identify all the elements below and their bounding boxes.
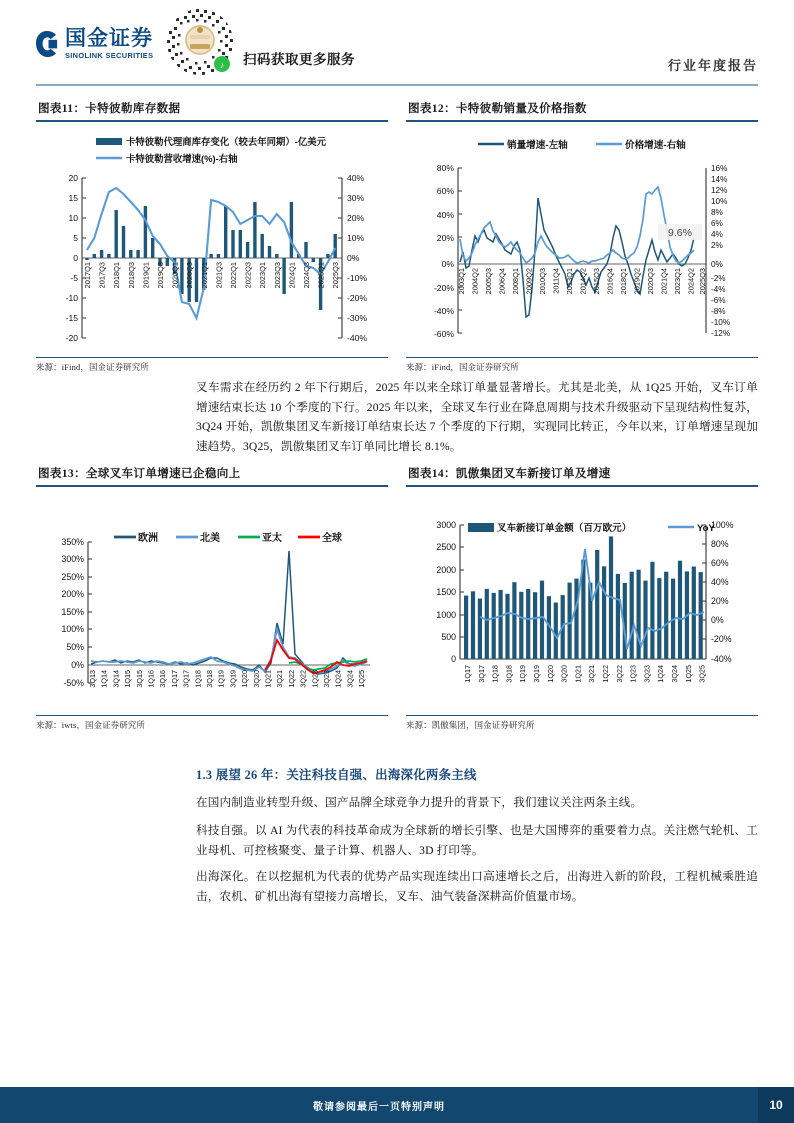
exhibit-13 [36, 465, 388, 731]
svg-text:2023Q3: 2023Q3 [272, 261, 282, 288]
svg-text:-20%: -20% [433, 282, 454, 293]
chart-13-legend-label-global: 全球 [322, 532, 342, 544]
svg-text:1Q16: 1Q16 [146, 669, 156, 688]
chart-12-svg [406, 122, 758, 357]
page-header [0, 0, 794, 88]
chart-12-x-labels [457, 268, 707, 294]
svg-text:3Q23: 3Q23 [642, 664, 652, 683]
exhibit-14-source: 来源：凯傲集团，国金证券研究所 [406, 720, 535, 730]
svg-text:60%: 60% [436, 185, 454, 196]
svg-text:3Q19: 3Q19 [228, 669, 238, 688]
svg-text:3Q18: 3Q18 [504, 664, 514, 683]
svg-text:1Q14: 1Q14 [99, 669, 109, 688]
svg-text:2020Q1: 2020Q1 [170, 261, 180, 288]
svg-text:15: 15 [68, 192, 78, 203]
svg-text:3Q25: 3Q25 [697, 664, 707, 683]
svg-text:100%: 100% [711, 519, 734, 530]
svg-text:500: 500 [441, 631, 456, 642]
svg-text:♪: ♪ [219, 60, 225, 70]
footer-disclaimer: 敬请参阅最后一页特别声明 [313, 1101, 445, 1113]
svg-text:1Q22: 1Q22 [601, 664, 610, 683]
svg-text:14%: 14% [711, 174, 728, 184]
svg-text:3Q24: 3Q24 [345, 669, 355, 688]
svg-text:1Q21: 1Q21 [263, 669, 273, 688]
svg-text:3Q14: 3Q14 [111, 669, 121, 688]
svg-text:1Q25: 1Q25 [683, 664, 693, 683]
qr-code-icon[interactable] [166, 8, 234, 76]
svg-text:2024Q3: 2024Q3 [302, 261, 311, 288]
svg-text:1Q23: 1Q23 [628, 664, 638, 683]
exhibit-11-title: 图表11：卡特彼勒库存数据 [38, 102, 181, 115]
svg-text:4%: 4% [711, 229, 723, 239]
chart-13-line-global [265, 640, 367, 673]
page-number: 10 [758, 1087, 794, 1123]
exhibit-11-chart [36, 122, 388, 373]
exhibit-11-source: 来源：iFind，国金证券研究所 [36, 362, 150, 372]
svg-text:2%: 2% [711, 240, 723, 250]
svg-text:2500: 2500 [436, 541, 456, 552]
svg-text:1Q15: 1Q15 [123, 669, 133, 688]
svg-text:20: 20 [68, 172, 78, 183]
svg-text:3Q19: 3Q19 [532, 664, 541, 683]
svg-text:3000: 3000 [436, 519, 456, 530]
exhibit-14-source-rule [406, 715, 758, 716]
svg-text:1Q20: 1Q20 [240, 669, 250, 688]
svg-text:20%: 20% [347, 212, 365, 223]
svg-text:2000: 2000 [436, 564, 456, 575]
svg-text:1000: 1000 [436, 609, 456, 620]
chart-11-legend-swatch-bar [96, 138, 122, 145]
exhibit-12-source-rule [406, 357, 758, 358]
svg-text:-5: -5 [70, 272, 78, 283]
svg-text:0%: 0% [71, 659, 84, 670]
chart-14-legend-label-yoy: YoY [697, 522, 715, 534]
svg-text:1500: 1500 [436, 586, 456, 597]
svg-text:250%: 250% [61, 571, 84, 582]
chart-12-legend-label-volume: 销量增速-左轴 [507, 139, 568, 151]
svg-text:5: 5 [73, 232, 78, 243]
report-type-label: 行业年度报告 [667, 58, 758, 73]
svg-text:30%: 30% [347, 192, 365, 203]
svg-text:40%: 40% [711, 576, 729, 587]
svg-text:3Q22: 3Q22 [614, 664, 624, 683]
svg-text:40%: 40% [347, 172, 365, 183]
svg-text:2025Q3: 2025Q3 [331, 261, 341, 288]
chart-12-annotation-label: 9.6% [668, 226, 692, 239]
svg-text:-4%: -4% [711, 284, 726, 294]
exhibit-14-chart [406, 487, 758, 731]
exhibit-14-title: 图表14：凯傲集团叉车新接订单及增速 [408, 467, 611, 480]
svg-text:-12%: -12% [711, 328, 731, 338]
svg-text:2019Q3: 2019Q3 [156, 261, 165, 288]
chart-13-legend-label-apac: 亚太 [262, 532, 282, 544]
logo-company-name-cn: 国金证券 [65, 27, 153, 50]
svg-text:8%: 8% [711, 207, 723, 217]
svg-text:2018Q1: 2018Q1 [619, 267, 628, 294]
svg-text:1Q19: 1Q19 [518, 664, 528, 683]
svg-text:-20: -20 [65, 332, 78, 343]
svg-text:3Q15: 3Q15 [134, 669, 144, 688]
svg-text:1Q20: 1Q20 [545, 664, 555, 683]
svg-text:2011Q4: 2011Q4 [551, 267, 561, 294]
exhibit-13-source-rule [36, 715, 388, 716]
chart-11-svg [36, 122, 388, 357]
chart-13-line-europe [91, 551, 367, 674]
svg-text:2008Q1: 2008Q1 [511, 267, 520, 294]
svg-text:2018Q3: 2018Q3 [126, 261, 136, 288]
qr-caption: 扫码获取更多服务 [243, 52, 355, 67]
svg-text:2019Q2: 2019Q2 [632, 267, 642, 294]
chart-12-axes [434, 163, 730, 339]
svg-text:-20%: -20% [711, 633, 732, 644]
svg-text:2021Q1: 2021Q1 [199, 261, 209, 288]
chart-13-line-namerica [91, 629, 367, 673]
chart-13-legend-label-namerica: 北美 [200, 532, 220, 544]
svg-text:2006Q4: 2006Q4 [497, 267, 507, 294]
svg-text:-40%: -40% [711, 653, 732, 664]
svg-text:-50%: -50% [63, 677, 84, 688]
svg-text:1Q18: 1Q18 [193, 669, 203, 688]
svg-text:-10: -10 [65, 292, 78, 303]
svg-text:-2%: -2% [711, 273, 726, 283]
svg-text:2025Q3: 2025Q3 [698, 267, 707, 294]
exhibit-13-title: 图表13：全球叉车订单增速已企稳向上 [38, 467, 241, 480]
chart-12-legend-label-price: 价格增速-右轴 [625, 139, 686, 151]
svg-text:2019Q1: 2019Q1 [141, 261, 151, 288]
paragraph-two-mainlines: 在国内制造业转型升级、国产品牌全球竞争力提升的背景下，我们建议关注两条主线。 [196, 796, 643, 809]
chart-11-legend-label-bar: 卡特彼勒代理商库存变化（较去年同期）-亿美元 [126, 135, 326, 147]
svg-text:-40%: -40% [433, 305, 454, 316]
svg-text:0: 0 [73, 252, 78, 263]
svg-text:0%: 0% [441, 258, 454, 269]
svg-text:2021Q4: 2021Q4 [659, 267, 669, 294]
svg-text:3Q24: 3Q24 [670, 664, 679, 683]
exhibit-12-source: 来源：iFind，国金证券研究所 [406, 362, 520, 372]
svg-text:2009Q2: 2009Q2 [524, 267, 534, 294]
svg-text:2017Q1: 2017Q1 [83, 261, 92, 288]
svg-text:1Q24: 1Q24 [656, 664, 666, 683]
svg-text:0%: 0% [711, 259, 723, 269]
svg-text:50%: 50% [66, 641, 84, 652]
exhibit-11 [36, 100, 388, 373]
exhibit-12-title: 图表12：卡特彼勒销量及价格指数 [408, 102, 587, 115]
svg-text:3Q17: 3Q17 [476, 664, 486, 683]
svg-text:1Q18: 1Q18 [490, 664, 500, 683]
svg-text:3Q22: 3Q22 [298, 669, 308, 688]
svg-text:-6%: -6% [711, 295, 726, 305]
svg-text:2022Q1: 2022Q1 [229, 261, 238, 288]
svg-text:20%: 20% [711, 595, 729, 606]
svg-text:1Q24: 1Q24 [333, 669, 343, 688]
svg-text:1Q17: 1Q17 [463, 664, 472, 683]
svg-text:6%: 6% [711, 218, 723, 228]
svg-text:1Q19: 1Q19 [216, 669, 226, 688]
svg-text:10%: 10% [347, 232, 365, 243]
svg-text:3Q21: 3Q21 [587, 664, 597, 683]
svg-text:40%: 40% [436, 209, 454, 220]
exhibit-11-source-rule [36, 357, 388, 358]
svg-text:2013Q1: 2013Q1 [565, 267, 574, 294]
exhibit-12 [406, 100, 758, 373]
company-logo [36, 28, 153, 59]
paragraph-forklift-demand: 叉车需求在经历约 2 年下行期后，2025 年以来全球订单量显著增长。尤其是北美，从 1Q25 开始，叉车订单增速结束长达 10 个季度的下行。2025 年以来，全球叉车行业在降息周期与技术升级驱动下呈现结构性复苏，3Q24 开始，凯傲集团叉车新接订单结束长达 7 个季度的下行期，实现同比转正，今年以来，订单增速呈现加速趋势。3Q25，凯傲集团叉车订单同比增长 8.1%。 [196, 381, 758, 453]
svg-text:0%: 0% [347, 252, 360, 263]
chart-13-axes [62, 537, 371, 688]
svg-text:2025Q1: 2025Q1 [316, 261, 326, 288]
chart-11-x-labels [83, 262, 340, 288]
svg-text:2017Q3: 2017Q3 [97, 261, 107, 288]
svg-text:2021Q3: 2021Q3 [214, 261, 224, 288]
svg-text:10: 10 [68, 212, 78, 223]
svg-text:2003Q1: 2003Q1 [457, 267, 466, 294]
svg-text:-60%: -60% [433, 328, 454, 339]
svg-text:3Q20: 3Q20 [251, 669, 261, 688]
svg-text:3Q18: 3Q18 [205, 669, 214, 688]
svg-text:2022Q3: 2022Q3 [243, 261, 253, 288]
svg-text:-30%: -30% [347, 312, 368, 323]
svg-text:80%: 80% [436, 162, 454, 173]
chart-13-x-labels [88, 670, 366, 688]
svg-text:3Q13: 3Q13 [88, 669, 97, 688]
paragraph-overseas-deepening: 出海深化。在以挖掘机为代表的优势产品实现连续出口高速增长之后，出海进入新的阶段，工程机械乘胜追击，农机、矿机出海有望接力高增长，叉车、油气装备深耕高价值量市场。 [196, 870, 758, 903]
logo-company-name-en: SINOLINK SECURITIES [65, 51, 154, 60]
svg-text:10%: 10% [711, 196, 728, 206]
svg-text:2005Q3: 2005Q3 [484, 267, 493, 294]
svg-text:-40%: -40% [347, 332, 368, 343]
svg-text:20%: 20% [436, 232, 454, 243]
svg-text:350%: 350% [61, 536, 84, 547]
svg-text:2004Q2: 2004Q2 [470, 267, 480, 294]
svg-text:2020Q3: 2020Q3 [185, 261, 195, 288]
svg-text:12%: 12% [711, 185, 728, 195]
exhibit-13-source: 来源：iwts，国金证券研究所 [36, 720, 146, 730]
svg-text:-10%: -10% [711, 317, 731, 327]
svg-text:300%: 300% [61, 553, 84, 564]
chart-14-x-labels [463, 665, 707, 683]
svg-text:3Q20: 3Q20 [559, 664, 569, 683]
exhibit-12-chart [406, 122, 758, 373]
exhibit-14 [406, 465, 758, 731]
svg-text:2024Q1: 2024Q1 [287, 261, 297, 288]
svg-text:2024Q2: 2024Q2 [686, 267, 696, 294]
chart-14-svg [406, 487, 758, 715]
chart-11-legend-label-line: 卡特彼勒营收增速(%)-右轴 [126, 152, 238, 164]
svg-text:1Q17: 1Q17 [169, 669, 179, 688]
svg-text:2018Q1: 2018Q1 [112, 261, 122, 288]
chart-12-line-volume [460, 198, 694, 317]
svg-text:3Q17: 3Q17 [181, 669, 191, 688]
chart-14-legend-label-orders: 叉车新接订单金额（百万欧元） [497, 522, 632, 534]
chart-14-legend-swatch-orders [468, 523, 494, 532]
svg-text:3Q21: 3Q21 [275, 669, 285, 688]
chart-13-legend-label-europe: 欧洲 [138, 532, 158, 544]
svg-text:2020Q3: 2020Q3 [646, 267, 655, 294]
svg-text:1Q21: 1Q21 [573, 664, 583, 683]
svg-text:100%: 100% [61, 623, 84, 634]
svg-text:0: 0 [451, 653, 456, 664]
header-divider [36, 84, 758, 86]
svg-text:3Q16: 3Q16 [158, 669, 168, 688]
svg-text:200%: 200% [61, 588, 84, 599]
svg-text:2014Q2: 2014Q2 [578, 267, 588, 294]
svg-text:2023Q1: 2023Q1 [258, 261, 268, 288]
svg-text:2016Q4: 2016Q4 [605, 267, 615, 294]
svg-text:1Q23: 1Q23 [310, 669, 320, 688]
svg-text:-8%: -8% [711, 306, 726, 316]
chart-13-svg [36, 487, 388, 715]
svg-text:2015Q3: 2015Q3 [592, 267, 601, 294]
svg-text:1Q25: 1Q25 [357, 669, 367, 688]
svg-text:2010Q3: 2010Q3 [538, 267, 547, 294]
svg-text:60%: 60% [711, 557, 729, 568]
svg-text:16%: 16% [711, 163, 728, 173]
svg-text:80%: 80% [711, 538, 729, 549]
sinolink-logo-icon [36, 31, 58, 57]
section-heading-1-3: 1.3 展望 26 年：关注科技自强、出海深化两条主线 [196, 768, 477, 782]
svg-text:3Q23: 3Q23 [322, 669, 331, 688]
svg-text:2023Q1: 2023Q1 [673, 267, 682, 294]
svg-text:150%: 150% [61, 606, 84, 617]
svg-text:-10%: -10% [347, 272, 368, 283]
svg-text:0%: 0% [711, 614, 724, 625]
svg-text:-20%: -20% [347, 292, 368, 303]
svg-text:-15: -15 [65, 312, 78, 323]
svg-text:1Q22: 1Q22 [286, 669, 296, 688]
paragraph-tech-selfreliance: 科技自强。以 AI 为代表的科技革命成为全球新的增长引擎、也是大国博弈的重要着力点。关注燃气轮机、工业母机、可控核聚变、量子计算、机器人、3D 打印等。 [196, 824, 758, 857]
exhibit-13-chart [36, 487, 388, 731]
